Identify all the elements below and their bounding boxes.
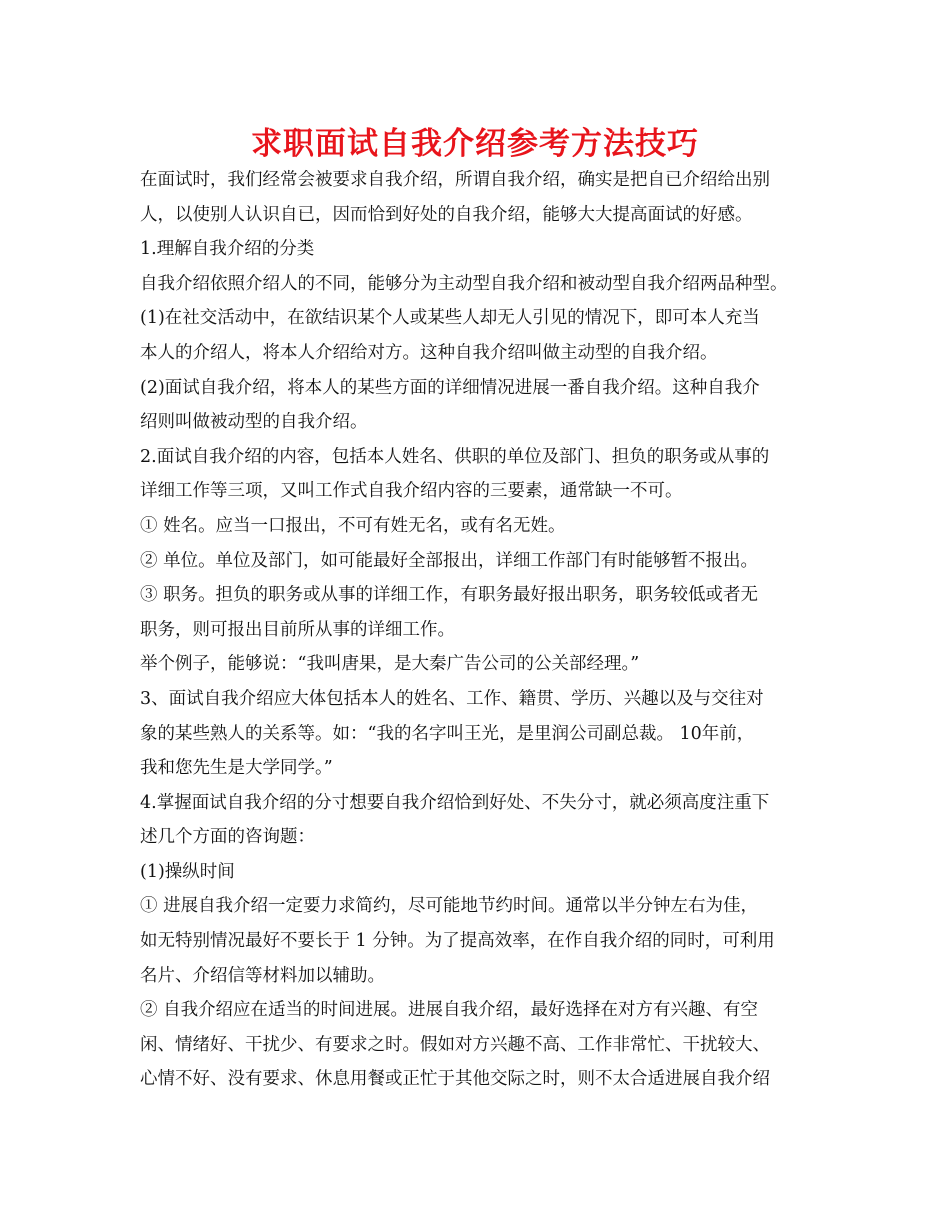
paragraph-line: 职务，则可报出目前所从事的详细工作。: [140, 619, 455, 640]
paragraph-line: 1.理解自我介绍的分类: [140, 239, 315, 260]
paragraph-line: 本人的介绍人，将本人介绍给对方。这种自我介绍叫做主动型的自我介绍。: [140, 342, 718, 363]
paragraph-line: (2)面试自我介绍，将本人的某些方面的详细情况进展一番自我介绍。这种自我介: [140, 377, 760, 398]
paragraph-line: 闲、情绪好、干扰少、有要求之时。假如对方兴趣不高、工作非常忙、干扰较大、: [140, 1034, 770, 1055]
document-body: [140, 163, 820, 1097]
paragraph-line: 如无特别情况最好不要长于 1 分钟。为了提高效率，在作自我介绍的同时，可利用: [140, 931, 775, 952]
paragraph-line: 3、面试自我介绍应大体包括本人的姓名、工作、籍贯、学历、兴趣以及与交往对: [140, 688, 764, 709]
paragraph-line: 我和您先生是大学同学。”: [140, 758, 333, 779]
paragraph-line: 详细工作等三项，又叫工作式自我介绍内容的三要素，通常缺一不可。: [140, 481, 683, 502]
paragraph-line: 自我介绍依照介绍人的不同，能够分为主动型自我介绍和被动型自我介绍两品种型。: [140, 273, 788, 294]
document-title: 求职面试自我介绍参考方法技巧: [251, 126, 699, 162]
paragraph-line: 述几个方面的咨询题：: [140, 827, 315, 848]
paragraph-line: 在面试时，我们经常会被要求自我介绍，所谓自我介绍，确实是把自已介绍给出别: [140, 170, 770, 190]
paragraph-line: 举个例子，能够说：“我叫唐果，是大秦广告公司的公关部经理。”: [140, 654, 640, 675]
paragraph-line: 4.掌握面试自我介绍的分寸想要自我介绍恰到好处、不失分寸，就必须高度注重下: [140, 792, 770, 813]
paragraph-line: 心情不好、没有要求、休息用餐或正忙于其他交际之时，则不太合适进展自我介绍: [140, 1069, 770, 1090]
paragraph-line: ① 进展自我介绍一定要力求简约，尽可能地节约时间。通常以半分钟左右为佳，: [140, 896, 759, 917]
paragraph-line: ② 自我介绍应在适当的时间进展。进展自我介绍，最好选择在对方有兴趣、有空: [140, 1000, 759, 1021]
paragraph-line: 象的某些熟人的关系等。如：“我的名字叫王光，是里润公司副总裁。 10年前，: [140, 723, 755, 744]
paragraph-line: ② 单位。单位及部门，如可能最好全部报出，详细工作部门有时能够暂不报出。: [140, 550, 759, 571]
paragraph-line: (1)操纵时间: [140, 861, 235, 882]
paragraph-line: 2.面试自我介绍的内容，包括本人姓名、供职的单位及部门、担负的职务或从事的: [140, 446, 770, 467]
paragraph-line: 名片、介绍信等材料加以辅助。: [140, 965, 385, 986]
paragraph-line: ① 姓名。应当一口报出，不可有姓无名，或有名无姓。: [140, 515, 566, 536]
paragraph-line: (1)在社交活动中，在欲结识某个人或某些人却无人引见的情况下，即可本人充当: [140, 308, 760, 329]
paragraph-line: 绍则叫做被动型的自我介绍。: [140, 412, 368, 433]
paragraph-line: 人，以使别人认识自已，因而恰到好处的自我介绍，能够大大提高面试的好感。: [140, 204, 753, 225]
paragraph-line: ③ 职务。担负的职务或从事的详细工作，有职务最好报出职务，职务较低或者无: [140, 585, 759, 606]
